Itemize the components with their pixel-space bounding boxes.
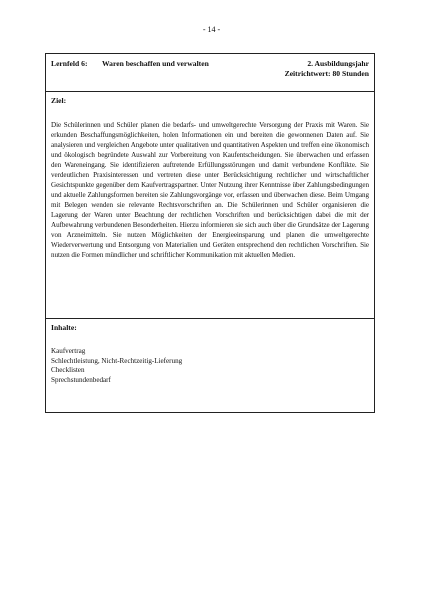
ziel-section [46,91,374,318]
ziel-heading: Ziel: [51,96,67,105]
list-item: Checklisten [51,366,85,375]
time-guideline: Zeitrichtwert: 80 Stunden [284,69,369,78]
lernfeld-header [46,54,374,91]
list-item: Schlechtleistung, Nicht-Rechtzeitig-Lieferung [51,356,183,365]
inhalte-section [46,318,374,412]
curriculum-table [45,53,375,413]
page-number: - 14 - [202,25,221,34]
ziel-text: Die Schülerinnen und Schüler planen die bedarfs- und umweltgerechte Versorgung der Praxis mit Waren. Sie erkunden Beschaffungsmöglichkeiten, holen Informationen ein und bereiten die gewonnenen Daten auf. Sie analysieren und vergleichen Angebote unter qualitativen und quantitativen Aspekten und treffen eine ökonomisch und ökologisch begründete Auswahl zur Vorbereitung von Kaufentscheidungen. Sie überwachen und erfassen den Wareneingang. Sie identifizieren auftretende Erfüllungsstörungen und damit verbundene Konflikte. Sie verdeutlichen Praxisinteressen und vertreten diese unter Berücksichtigung rechtlicher und wirtschaftlicher Gesichtspunkte gegenüber dem Kaufvertragspartner. Unter Nutzung ihrer Kenntnisse über Zahlungsbedingungen und aktuelle Zahlungsformen bereiten sie Zahlungsvorgänge vor, erfassen und überwachen diese. Beim Umgang mit Belegen wenden sie relevante Rechtsvorschriften an. Die Schülerinnen und Schüler organisieren die Lagerung der Waren unter Beachtung der rechtlichen Vorschriften und berücksichtigen dabei die mit der Aufbewahrung verbundenen Besonderheiten. Hierzu informieren sie sich auch über die Grundsätze der Lagerung von Arzneimitteln. Sie nutzen Möglichkeiten der Energieeinsparung und planen die umweltgerechte Wiederverwertung und Entsorgung von Materialien und Geräten entsprechend den rechtlichen Vorschriften. Sie nutzen die Formen mündlicher und schriftlicher Kommunikation mit aktuellen Medien. [51,121,369,259]
training-year: 2. Ausbildungsjahr [307,59,369,68]
header-row-1 [51,59,369,69]
header-left [51,59,209,69]
list-item: Kaufvertrag [51,347,86,355]
header-row-2 [51,69,369,79]
lernfeld-label: Lernfeld 6: [51,59,88,68]
inhalte-list [51,347,369,385]
list-item: Sprechstundenbedarf [51,375,111,384]
lernfeld-title: Waren beschaffen und verwalten [102,59,209,68]
inhalte-heading: Inhalte: [51,323,77,332]
